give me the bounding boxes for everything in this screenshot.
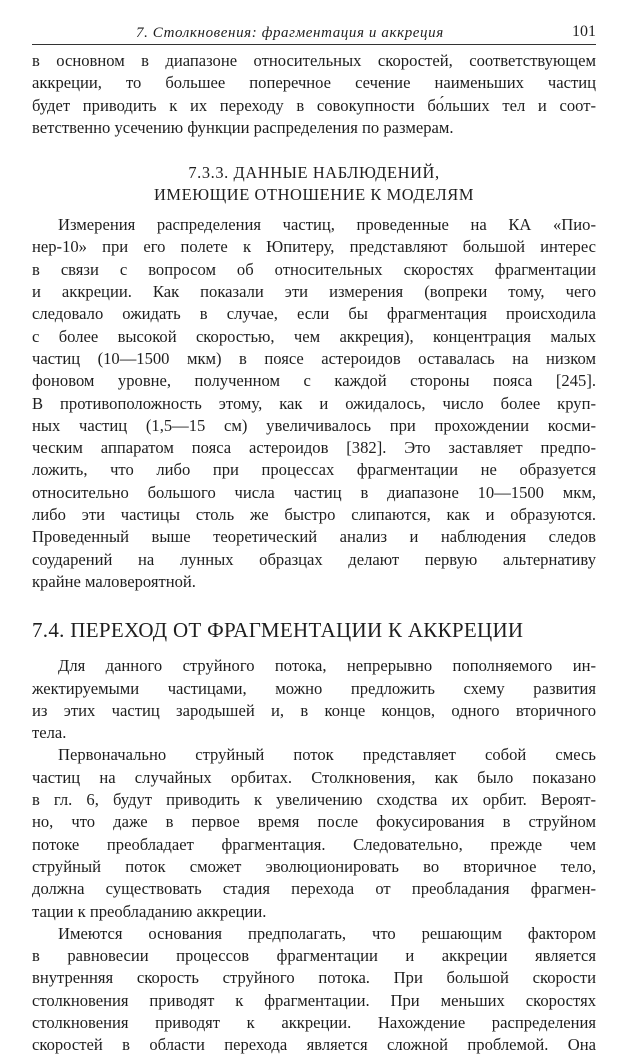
page-number: 101 bbox=[572, 23, 596, 40]
section-7-4-paragraph-2 bbox=[32, 744, 596, 922]
text-line: относительно большого числа частиц в диапазоне 10—1500 мкм, bbox=[32, 482, 596, 502]
text-line: Имеются основания предполагать, что решающим фактором bbox=[58, 923, 596, 943]
text-line: ных частиц (1,5—15 см) увеличивалось при прохождении косми- bbox=[32, 415, 596, 435]
text-line: либо эти частицы столь же быстро слипаются, как и образуются. bbox=[32, 505, 596, 525]
text-line: должна существовать стадия перехода от преобладания фрагмен- bbox=[32, 879, 596, 899]
text-line: струйный поток сможет эволюционировать во вторичное тело, bbox=[32, 856, 596, 876]
text-line: в равновесии процессов фрагментации и аккреции является bbox=[32, 946, 596, 966]
text-line: в гл. 6, будут приводить к увеличению сходства их орбит. Вероят- bbox=[32, 790, 596, 810]
running-header bbox=[32, 22, 596, 45]
text-line: в связи с вопросом об относительных скоростях фрагментации bbox=[32, 259, 596, 279]
text-line: Проведенный выше теоретический анализ и наблюдения следов bbox=[32, 527, 596, 547]
text-line: столкновения приводят к аккреции. Нахождение распределения bbox=[32, 1012, 596, 1032]
section-heading-7-4: 7.4. ПЕРЕХОД ОТ ФРАГМЕНТАЦИИ К АККРЕЦИИ bbox=[32, 618, 524, 643]
section-heading-7-3-3 bbox=[32, 162, 596, 206]
text-line: скоростей в области перехода является сложной проблемой. Она bbox=[32, 1035, 596, 1055]
running-title: 7. Столкновения: фрагментация и аккреция bbox=[136, 25, 444, 41]
text-line: ческим аппаратом пояса астероидов [382]. Это заставляет предпо- bbox=[32, 438, 596, 458]
text-line: с более высокой скоростью, чем аккреция), концентрация малых bbox=[32, 326, 596, 346]
text-line: будет приводить к их переходу в совокупности бо́льших тел и соот- bbox=[32, 95, 596, 115]
text-line: нер-10» при его полете к Юпитеру, представляют большой интерес bbox=[32, 237, 596, 257]
text-line: и аккреции. Как показали эти измерения (вопреки тому, чего bbox=[32, 282, 596, 302]
intro-paragraph bbox=[32, 50, 596, 139]
text-line: тела. bbox=[32, 723, 67, 743]
section-7-4-paragraph-3 bbox=[32, 923, 596, 1057]
text-line: внутренняя скорость струйного потока. При большой скорости bbox=[32, 968, 596, 988]
text-line: соударений на лунных образцах делают первую альтернативу bbox=[32, 549, 596, 569]
text-line: следовало ожидать в случае, если бы фрагментация происходила bbox=[32, 304, 596, 324]
text-line: потоке преобладает фрагментация. Следовательно, прежде чем bbox=[32, 834, 596, 854]
text-line: Первоначально струйный поток представляет собой смесь bbox=[58, 745, 596, 765]
text-line: ложить, что либо при процессах фрагментации не образуется bbox=[32, 460, 596, 480]
text-line: но, что даже в первое время после фокусирования в струйном bbox=[32, 812, 596, 832]
text-line: тации к преобладанию аккреции. bbox=[32, 901, 267, 921]
book-page bbox=[32, 22, 596, 1057]
text-line: частиц на случайных орбитах. Столкновения, как было показано bbox=[32, 767, 596, 787]
text-line: жектируемыми частицами, можно предложить схему развития bbox=[32, 678, 596, 698]
section-7-4-paragraph-1 bbox=[32, 655, 596, 744]
text-line: В противоположность этому, как и ожидалось, число более круп- bbox=[32, 393, 596, 413]
text-line: из этих частиц зародышей и, в конце концов, одного вторичного bbox=[32, 700, 596, 720]
body-text bbox=[32, 50, 596, 1057]
section-heading-line: 7.3.3. ДАННЫЕ НАБЛЮДЕНИЙ, bbox=[188, 163, 440, 183]
text-line: столкновения приводят к фрагментации. При меньших скоростях bbox=[32, 990, 596, 1010]
text-line: в основном в диапазоне относительных скоростей, соответствующем bbox=[32, 51, 596, 70]
text-line: Измерения распределения частиц, проведенные на КА «Пио- bbox=[58, 215, 596, 235]
text-line: крайне маловероятной. bbox=[32, 571, 196, 591]
text-line: фоновом уровне, полученном с каждой стороны пояса [245]. bbox=[32, 371, 596, 391]
text-line: ветственно усечению функции распределения по размерам. bbox=[32, 117, 454, 137]
text-line: аккреции, то большее поперечное сечение наименьших частиц bbox=[32, 73, 596, 93]
text-line: частиц (10—1500 мкм) в поясе астероидов оставалась на низком bbox=[32, 348, 596, 368]
section-7-3-3-paragraph bbox=[32, 214, 596, 593]
section-heading-line: ИМЕЮЩИЕ ОТНОШЕНИЕ К МОДЕЛЯМ bbox=[153, 185, 475, 205]
text-line: Для данного струйного потока, непрерывно пополняемого ин- bbox=[58, 656, 596, 676]
